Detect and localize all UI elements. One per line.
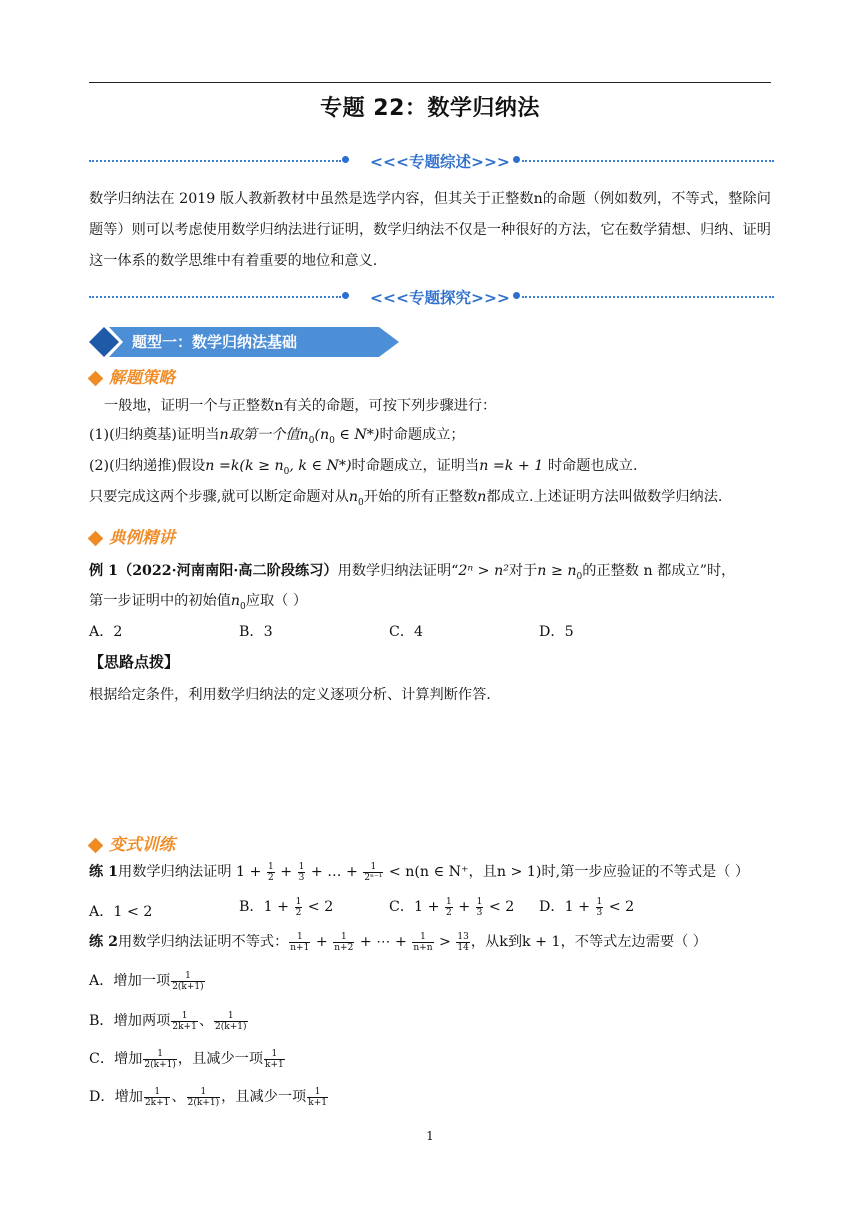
section-dot-left (342, 156, 349, 163)
section-dot-right (513, 292, 520, 299)
practice-2-option-c: C．增加 $\frac{1}{2(k+1)}$ ，且减少一项 $\frac{1}{k+1}$ (89, 1048, 284, 1070)
strategy-conclusion: 只要完成这两个步骤,就可以断定命题对从$n_0$开始的所有正整数n都成立.上述证明方法叫做数学归纳法. (89, 489, 723, 508)
overview-paragraph: 数学归纳法在 2019 版人教新教材中虽然是选学内容，但其关于正整数n的命题（例如数列，不等式，整除问题等）则可以考虑使用数学归纳法进行证明，数学归纳法不仅是一种很好的方法，它在数学猜想、归纳、证明这一体系的数学思维中有着重要的地位和意义. (89, 191, 771, 269)
example-1-option-b: B．3 (239, 624, 273, 640)
example-1-line-1: 例 1（2022·河南南阳·高二阶段练习）用数学归纳法证明“2ⁿ > n²对于$n \ge n_0$的正整数 n 都成立”时， (89, 563, 736, 582)
section-overview-label: <<<专题综述>>> (370, 153, 510, 171)
example-1-option-c: C．4 (389, 624, 424, 640)
hint-title: 【思路点拨】 (89, 653, 180, 671)
diamond-icon (88, 371, 104, 387)
practice-1-option-a: A．1 < 2 (89, 904, 153, 920)
practice-1-option-d: D．1 + $\frac{1}{3}$ < 2 (539, 896, 635, 918)
practice-2-option-d: D．增加 $\frac{1}{2k+1}$ 、 $\frac{1}{2(k+1)}$ ，且减少一项 $\frac{1}{k+1}$ (89, 1086, 327, 1108)
strategy-step-2: (2)(归纳递推)假设$n =k(k \ge n_0$, k ∈ N*)时命题成立，证明当n =k + 1 时命题也成立. (89, 458, 638, 477)
example-1-line-2: 第一步证明中的初始值$n_0$应取（ ） (89, 593, 308, 612)
practice-1-option-c: C．1 + $\frac{1}{2}$ + $\frac{1}{3}$ < 2 (389, 896, 515, 918)
hint-text: 根据给定条件，利用数学归纳法的定义逐项分析、计算判断作答. (89, 687, 491, 703)
practice-1-question: 练 1用数学归纳法证明 1 + $\frac{1}{2}$ + $\frac{1}{3}$ + … + $\frac{1}{\text{2ⁿ⁻¹}}$ < n(n ∈ N⁺，且n > 1)时,第一步应验证的不等式是（ ） (89, 861, 750, 883)
section-divider-right (522, 296, 774, 298)
practice-tag: 变式训练 (90, 831, 175, 855)
strategy-intro: 一般地，证明一个与正整数n有关的命题，可按下列步骤进行： (104, 398, 497, 414)
section-dot-right (513, 156, 520, 163)
section-dot-left (342, 292, 349, 299)
practice-2-option-a: A．增加一项 $\frac{1}{2(k+1)}$ (89, 970, 204, 992)
strategy-tag: 解题策略 (90, 364, 175, 388)
topic-banner-label: 题型一：数学归纳法基础 (132, 333, 298, 351)
practice-2-question: 练 2用数学归纳法证明不等式： $\frac{1}{n+1}$ + $\frac{1}{n+2}$ + ⋯ + $\frac{1}{n+n}$ > $\frac{13}{14}$ ，从k到k + 1，不等式左边需要（ ） (89, 931, 707, 953)
fraction: $\frac{1}{\text{2ⁿ⁻¹}}$ (364, 861, 383, 883)
example-1-option-a: A．2 (89, 624, 123, 640)
fraction: $\frac{1}{2}$ (267, 861, 274, 883)
diamond-icon (88, 531, 104, 547)
practice-1-option-b: B．1 + $\frac{1}{2}$ < 2 (239, 896, 334, 918)
page-number: 1 (426, 1129, 434, 1143)
example-tag: 典例精讲 (90, 524, 175, 548)
section-divider-right (522, 160, 774, 162)
strategy-step-1: (1)(归纳奠基)证明当n取第一个值$n_0(n_0$ ∈ N*)时命题成立； (89, 427, 465, 446)
practice-2-option-b: B．增加两项 $\frac{1}{2k+1}$ 、 $\frac{1}{2(k+1)}$ (89, 1010, 247, 1032)
diamond-icon (88, 838, 104, 854)
example-1-option-d: D．5 (539, 624, 574, 640)
top-rule (89, 82, 771, 83)
section-explore-label: <<<专题探究>>> (370, 289, 510, 307)
page-title: 专题 22：数学归纳法 (320, 96, 540, 121)
section-divider-left (89, 296, 341, 298)
section-divider-left (89, 160, 341, 162)
fraction: $\frac{1}{3}$ (298, 861, 305, 883)
